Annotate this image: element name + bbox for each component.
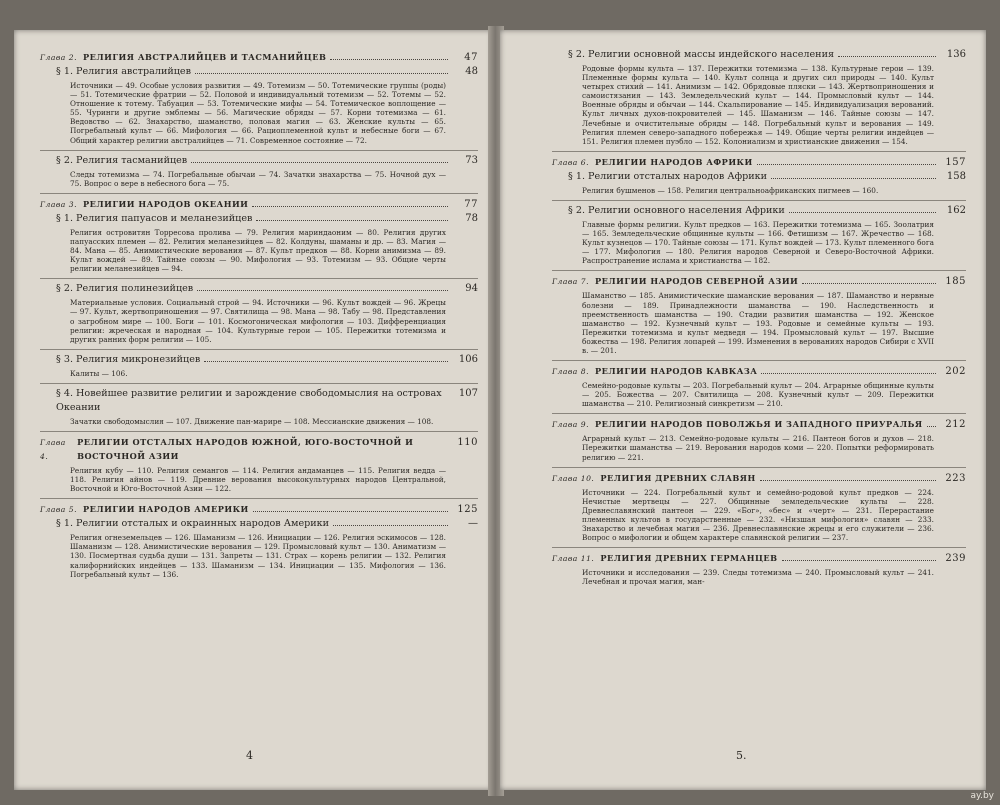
chapter-heading: [40, 197, 478, 212]
chapter-number: Глава 8.: [552, 367, 589, 377]
leader-dots: [256, 220, 448, 221]
section-title: § 2. Религии основного населения Африки: [568, 204, 785, 216]
page-ref: 107: [458, 387, 478, 399]
page-ref: —: [468, 518, 478, 530]
section-title: § 1. Религии отсталых народов Африки: [568, 170, 768, 182]
chapter-number: Глава 7.: [552, 277, 589, 287]
section-heading: [56, 517, 478, 531]
section-heading: [568, 170, 966, 184]
page-ref: 77: [464, 198, 478, 210]
page-ref: 162: [946, 204, 966, 216]
page-ref: 212: [945, 419, 966, 431]
section-title: § 2. Религии основной массы индейского населения: [568, 49, 835, 60]
section-heading: [568, 204, 966, 218]
section-contents: Источники и исследования — 239. Следы тотемизма — 240. Промысловый культ — 241. Лечебная и прочая магия, ман-: [582, 568, 934, 587]
leader-dots: [197, 290, 448, 291]
section-contents: Религия кубу — 110. Религия семангов — 114. Религия андаманцев — 115. Религия ведда — 118. Религия айнов — 119. Древние верования высококультурных народов Центральной, Восточной и Юго-Восточной Азии — 122.: [70, 465, 446, 494]
section-title: § 1. Религии отсталых и окраинных народов Америки: [56, 518, 330, 530]
chapter-heading: [552, 364, 966, 379]
page-ref: 239: [945, 553, 966, 565]
page-ref: 202: [945, 366, 966, 378]
section-contents: Следы тотемизма — 74. Погребальные обычаи — 74. Зачатки знахарства — 75. Ночной дух — 75. Вопрос о вере в небесного бога — 75.: [70, 169, 446, 188]
section-title: § 1. Религия папуасов и меланезийцев: [56, 212, 253, 224]
toc-left: [40, 48, 478, 579]
section-contents: Главные формы религии. Культ предков — 163. Пережитки тотемизма — 165. Зоолатрия — 165. Земледельческие общинные культы — 166. Фетишизм — 167. Жречество — 168. Культ кузнецов — 170. Тайные союзы — 171. Культ вождей — 173. Культ племенного бога — 177. Мифология — 180. Религия народов Северной и Северо-Восточной Африки. Распространение ислама и христианства — 182.: [582, 219, 934, 266]
page-ref: 47: [464, 52, 478, 63]
divider: [552, 200, 966, 201]
section-heading: [56, 65, 478, 79]
chapter-title: РЕЛИГИИ НАРОДОВ СЕВЕРНОЙ АЗИИ: [595, 276, 799, 287]
leader-dots: [757, 164, 936, 165]
divider: [552, 467, 966, 468]
section-heading: [568, 48, 966, 62]
page-ref: 106: [458, 353, 478, 365]
divider: [40, 498, 478, 499]
page-ref: 73: [465, 154, 478, 166]
right-page: [500, 30, 986, 790]
leader-dots: [333, 525, 448, 526]
left-page: [14, 30, 492, 790]
leader-dots: [191, 162, 448, 163]
section-contents: Религия бушменов — 158. Религия центральноафриканских пигмеев — 160.: [582, 185, 879, 195]
page-ref: 48: [465, 66, 478, 77]
section-heading: [56, 353, 478, 367]
section-heading: [56, 387, 478, 415]
section-contents: Зачатки свободомыслия — 107. Движение пан-марире — 108. Мессианские движения — 108.: [70, 416, 434, 426]
leader-dots: [838, 56, 936, 57]
chapter-number: Глава 10.: [552, 473, 595, 483]
section-title: § 4. Новейшее развитие религии и зарождение свободомыслия на островах Океании: [56, 387, 442, 413]
section-contents: Калиты — 106.: [70, 368, 128, 378]
section-title: § 3. Религия микронезийцев: [56, 353, 201, 365]
page-ref: 223: [945, 472, 966, 484]
section-heading: [56, 212, 478, 226]
divider: [40, 193, 478, 194]
page-number-right: 5.: [736, 749, 747, 762]
section-title: § 2. Религия тасманийцев: [56, 154, 188, 166]
chapter-heading: [40, 50, 478, 65]
divider: [552, 547, 966, 548]
page-ref: 94: [465, 283, 478, 295]
chapter-number: Глава 11.: [552, 554, 595, 564]
chapter-number: Глава 6.: [552, 157, 589, 167]
chapter-heading: [552, 155, 966, 170]
chapter-number: Глава 4.: [40, 437, 66, 461]
divider: [40, 349, 478, 350]
chapter-title: РЕЛИГИИ НАРОДОВ АФРИКИ: [595, 156, 753, 167]
chapter-heading: [40, 435, 478, 464]
section-title: § 1. Религия австралийцев: [56, 66, 191, 77]
leader-dots: [927, 426, 936, 427]
divider: [40, 150, 478, 151]
page-ref: 158: [946, 170, 966, 182]
chapter-title: РЕЛИГИИ ОТСТАЛЫХ НАРОДОВ ЮЖНОЙ, ЮГО-ВОСТОЧНОЙ И ВОСТОЧНОЙ АЗИИ: [77, 436, 414, 461]
section-contents: Родовые формы культа — 137. Пережитки тотемизма — 138. Культурные герои — 139. Племенные формы культа — 140. Культ солнца и других сил природы — 140. Культ четырех стихий — 141. Анимизм — 142. Обрядовые пляски — 143. Жертвоприношения и самоистязания — 143. Земледельческий культ — 144. Промысловый культ — 144. Военные обряды и обычаи — 144. Скальпирование — 145. Индивидуализация верований. Культ личных духов-покровителей — 145. Шаманизм — 146. Тайные союзы — 147. Лечебные и очистительные обряды — 148. Погребальный культ и верования — 149. Религия племен северо-западного побережья — 149. Общие черты религии индейцев — 151. Религия племен пуэбло — 152. Колониализм и христианские движения — 154.: [582, 64, 934, 146]
chapter-heading: [552, 417, 966, 432]
leader-dots: [771, 178, 936, 179]
leader-dots: [802, 283, 936, 284]
chapter-heading: [552, 471, 966, 486]
page-number-left: 4: [246, 749, 253, 762]
leader-dots: [782, 560, 936, 561]
toc-right: [552, 48, 966, 586]
divider: [552, 270, 966, 271]
section-contents: Семейно-родовые культы — 203. Погребальный культ — 204. Аграрные общинные культы — 205. Божества — 207. Святилища — 208. Кузнечный культ — 209. Пережитки шаманства — 210. Религиозный синкретизм — 210.: [582, 381, 934, 409]
section-heading: [56, 282, 478, 296]
page-ref: 78: [465, 212, 478, 224]
chapter-number: Глава 5.: [40, 505, 77, 515]
page-ref: 125: [457, 504, 478, 516]
section-contents: Религия островитян Торресова пролива — 79. Религия мариндаоним — 80. Религия других папуасских племен — 82. Религия меланезийцев — 82. Колдуны, шаманы и др. — 83. Магия — 84. Мана — 85. Анимистические верования — 87. Культ предков — 88. Корни анимизма — 89. Культ вождей — 89. Тайные союзы — 90. Мифология — 93. Тотемизм — 93. Общие черты религии меланезийцев — 94.: [70, 227, 446, 274]
chapter-number: Глава 3.: [40, 199, 77, 209]
chapter-heading: [552, 274, 966, 289]
section-title: § 2. Религия полинезийцев: [56, 283, 194, 295]
leader-dots: [760, 480, 936, 481]
leader-dots: [253, 511, 448, 512]
divider: [552, 360, 966, 361]
chapter-title: РЕЛИГИЯ ДРЕВНИХ СЛАВЯН: [600, 472, 756, 483]
leader-dots: [761, 373, 936, 374]
section-contents: Религия огнеземельцев — 126. Шаманизм — 126. Инициации — 126. Религия эскимосов — 128. Шаманизм — 128. Анимистические верования — 129. Промысловый культ — 130. Аниматизм — 130. Посмертная судьба души — 131. Запреты — 131. Страх — корень религии — 132. Религия калифорнийских индейцев — 133. Шаманизм — 134. Инициации — 135. Мифология — 136. Погребальный культ — 136.: [70, 533, 446, 579]
chapter-number: Глава 2.: [40, 53, 77, 62]
page-ref: 136: [946, 49, 966, 60]
leader-dots: [204, 361, 448, 362]
leader-dots: [195, 73, 448, 74]
page-ref: 157: [945, 156, 966, 168]
leader-dots: [330, 59, 448, 60]
divider: [552, 151, 966, 152]
section-contents: Материальные условия. Социальный строй — 94. Источники — 96. Культ вождей — 96. Жрецы — 97. Культ, жертвоприношения — 97. Святилища — 98. Мана — 98. Табу — 98. Представления о загробном мире — 100. Боги — 101. Космогоническая мифология — 103. Дифференциация религии: жреческая и народная — 104. Культурные герои — 105. Пережитки тотемизма и других ранних форм религии — 105.: [70, 298, 446, 344]
leader-dots: [252, 206, 448, 207]
chapter-title: РЕЛИГИЯ АВСТРАЛИЙЦЕВ И ТАСМАНИЙЦЕВ: [83, 52, 327, 62]
leader-dots: [789, 212, 936, 213]
chapter-heading: [40, 502, 478, 517]
section-heading: [56, 154, 478, 168]
divider: [40, 278, 478, 279]
chapter-title: РЕЛИГИЯ ДРЕВНИХ ГЕРМАНЦЕВ: [600, 553, 778, 564]
section-contents: Аграрный культ — 213. Семейно-родовые культы — 216. Пантеон богов и духов — 218. Пережитки шаманства — 219. Верования народов коми — 220. Попытки реформировать религию — 221.: [582, 434, 934, 462]
chapter-title: РЕЛИГИИ НАРОДОВ АМЕРИКИ: [83, 504, 249, 515]
page-ref: 110: [457, 436, 479, 448]
chapter-number: Глава 9.: [552, 420, 589, 430]
chapter-title: РЕЛИГИИ НАРОДОВ ОКЕАНИИ: [83, 198, 249, 209]
chapter-title: РЕЛИГИИ НАРОДОВ КАВКАЗА: [595, 366, 758, 377]
divider: [40, 383, 478, 384]
section-contents: Шаманство — 185. Анимистические шаманские верования — 187. Шаманство и нервные болезни — 189. Принадлежности шаманства — 190. Наследственность и преемственность шаманства — 190. Стадии развития шаманства — 192. Женское шаманство — 192. Кузнечный культ — 193. Родовые и семейные культы — 193. Пережитки тотемизма и культ медведя — 194. Промысловый культ — 197. Высшие божества — 198. Религия лопарей — 199. Изменения в верованиях народов Сибири с XVII в. — 201.: [582, 291, 934, 355]
divider: [552, 413, 966, 414]
chapter-title: РЕЛИГИИ НАРОДОВ ПОВОЛЖЬЯ И ЗАПАДНОГО ПРИУРАЛЬЯ: [595, 419, 923, 430]
section-contents: Источники — 224. Погребальный культ и семейно-родовой культ предков — 224. Нечистые мертвецы — 227. Общинные земледельческие культы — 228. Древнеславянский пантеон — 229. «Бог», «бес» и «черт» — 231. Перерастание племенных культов в государственные — 232. «Низшая мифология» славян — 233. Знахарство и лечебная магия — 236. Древнеславянские жрецы и его служители — 236. Вопрос о мифологии и общем характере славянской религии — 237.: [582, 487, 934, 543]
watermark: ay.by: [970, 791, 994, 801]
section-contents: Источники — 49. Особые условия развития — 49. Тотемизм — 50. Тотемические группы (роды) — 51. Тотемические фратрии — 52. Половой и индивидуальный тотемизм — 52. Тотемы — 52. Отношение к тотему. Табуация — 53. Тотемические мифы — 54. Тотемическое воплощение — 55. Чуринги и другие эмблемы — 56. Магические обряды — 57. Корни тотемизма — 61. Ведовство — 62. Знахарство, шаманство, половая магия — 63. Женские культы — 65. Погребальный культ — 66. Мифология — 66. Рациоплеменной культ и небесные боги — 67. Общий характер религии австралийцев — 71. Современное состояние — 72.: [70, 81, 446, 145]
divider: [40, 431, 478, 432]
page-ref: 185: [945, 276, 966, 288]
chapter-heading: [552, 551, 966, 566]
